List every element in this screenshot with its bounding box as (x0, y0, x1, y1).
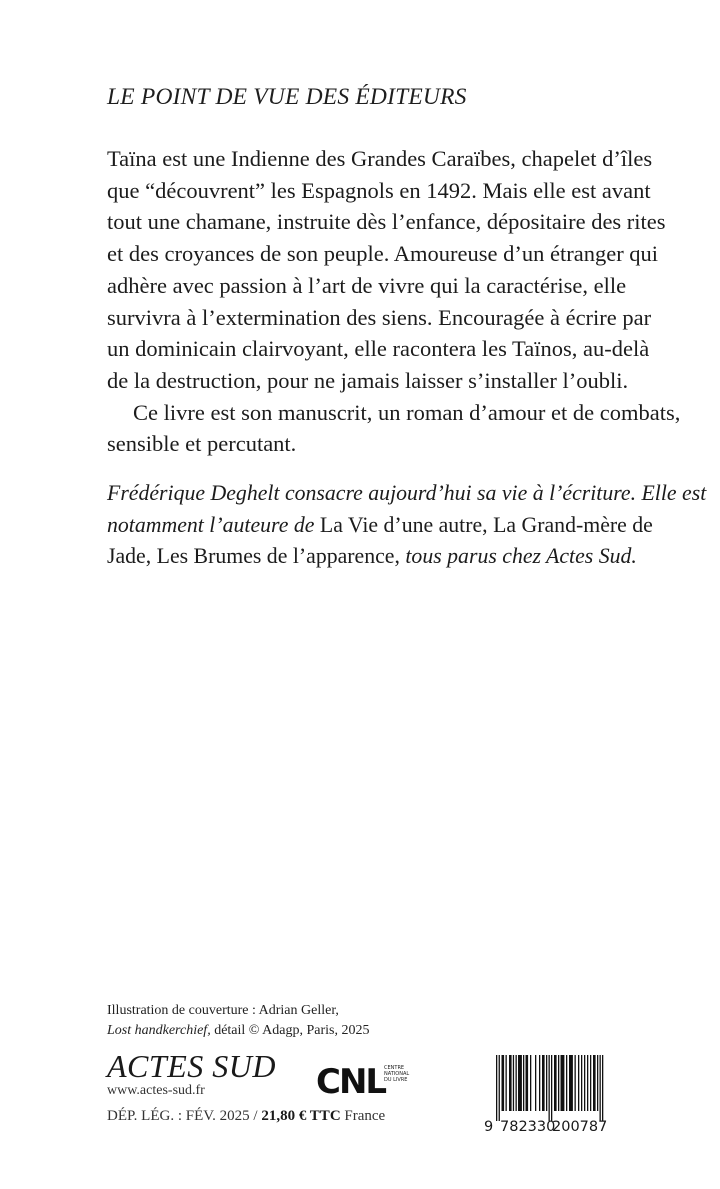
cover-credit (107, 1001, 369, 1041)
cnl-subtitle: NATIONAL (384, 1071, 410, 1077)
bio-line (107, 510, 667, 542)
author-bio (107, 478, 707, 573)
bio-italic-text: tous parus chez Actes Sud. (405, 544, 637, 568)
bio-line (107, 541, 667, 573)
summary-line: tout une chamane, instruite dès l’enfance, dépositaire des rites (107, 209, 666, 235)
cnl-subtitle: DU LIVRE (384, 1077, 408, 1083)
summary-line: survivra à l’extermination des siens. Encouragée à écrire par (107, 304, 652, 330)
svg-text:CNL: CNL (316, 1062, 386, 1100)
publisher-logo: ACTES SUD (107, 1048, 276, 1084)
summary-line: que “découvrent” les Espagnols en 1492. Mais elle est avant (107, 177, 651, 203)
bio-book-titles: Jade, Les Brumes de l’apparence, (107, 544, 406, 568)
summary-line: Taïna est une Indienne des Grandes Caraïbes, chapelet d’îles (107, 146, 653, 171)
summary-line: de la destruction, pour ne jamais laisser s’installer l’oubli. (107, 367, 629, 393)
legal-deposit: DÉP. LÉG. : FÉV. 2025 / (107, 1108, 262, 1124)
summary-line: Ce livre est son manuscrit, un roman d’amour et de combats, (133, 399, 681, 425)
credit-line: Illustration de couverture : Adrian Geller, (107, 1003, 339, 1018)
section-heading: LE POINT DE VUE DES ÉDITEURS (107, 84, 467, 110)
book-summary (107, 143, 681, 460)
bio-line: Frédérique Deghelt consacre aujourd’hui sa vie à l’écriture. Elle est (107, 481, 707, 505)
artwork-title: Lost handkerchief, (107, 1023, 211, 1038)
cnl-logo (316, 1060, 416, 1100)
publisher-website: www.actes-sud.fr (107, 1083, 205, 1098)
summary-line: et des croyances de son peuple. Amoureuse d’un étranger qui (107, 241, 659, 267)
price: 21,80 € TTC (261, 1108, 341, 1124)
summary-line: un dominicain clairvoyant, elle racontera les Taïnos, au-delà (107, 336, 650, 362)
credit-line (107, 1021, 369, 1041)
price-region: France (340, 1108, 386, 1124)
legal-deposit-price (107, 1108, 385, 1125)
isbn-group-1: 782330 (500, 1119, 556, 1135)
cnl-subtitle: CENTRE (384, 1065, 405, 1071)
isbn-barcode (484, 1055, 644, 1135)
bio-italic-text: notamment l’auteure de (107, 512, 320, 537)
cnl-logo-icon (316, 1060, 416, 1100)
summary-line: sensible et percutant. (107, 431, 297, 457)
credit-rights: détail © Adagp, Paris, 2025 (210, 1023, 370, 1038)
summary-line: adhère avec passion à l’art de vivre qui la caractérise, elle (107, 272, 627, 298)
isbn-group-2: 200787 (552, 1119, 608, 1135)
barcode-icon (484, 1055, 644, 1135)
isbn-first-digit: 9 (484, 1119, 494, 1135)
bio-book-titles: La Vie d’une autre, La Grand-mère de (319, 512, 653, 537)
